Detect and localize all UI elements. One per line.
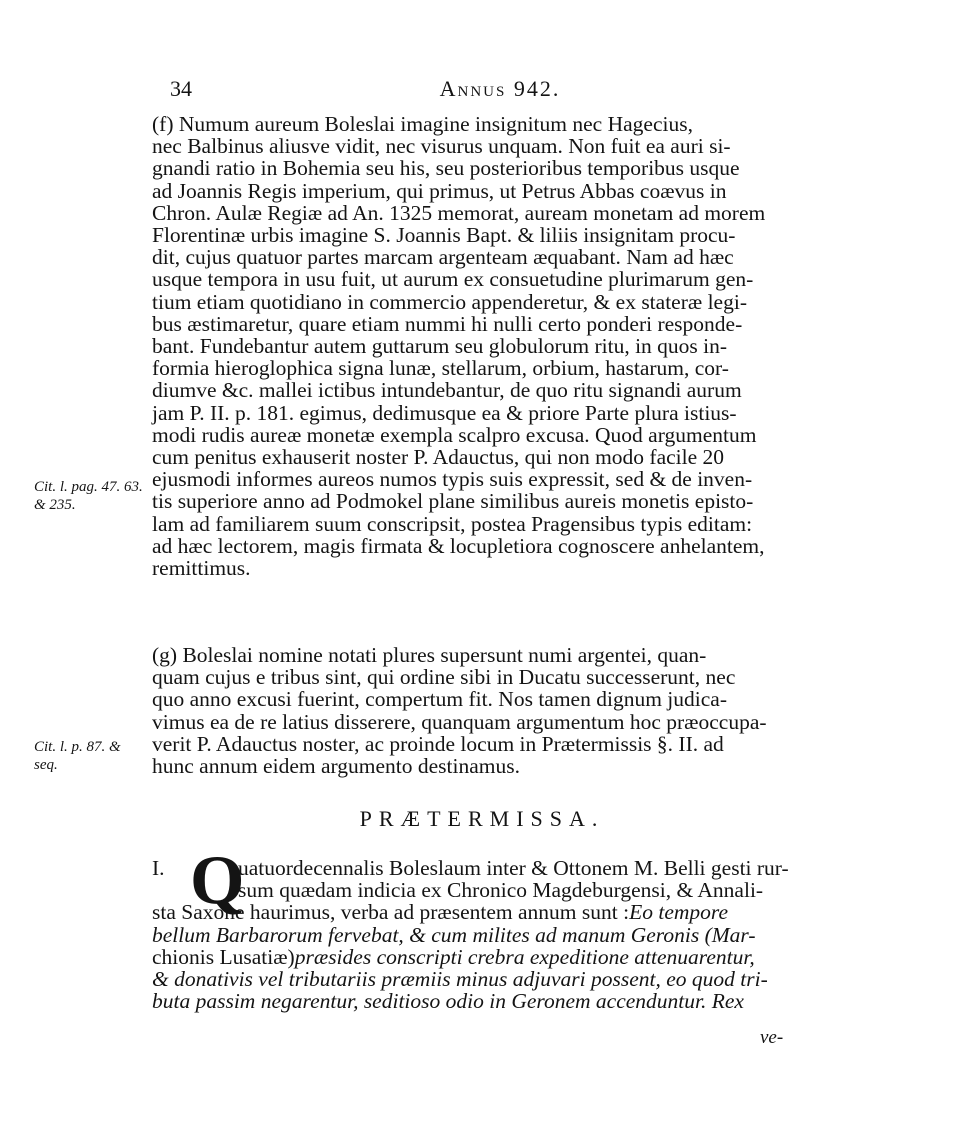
text-line: formia hieroglophica signa lunæ, stellarum, orbium, hastarum, cor- <box>152 356 729 381</box>
text-line: dit, cujus quatuor partes marcam argenteam æquabant. Nam ad hæc <box>152 245 734 270</box>
text-line: ad Joannis Regis imperium, qui primus, ut Petrus Abbas coævus in <box>152 178 727 203</box>
text-line: quam cujus e tribus sint, qui ordine sibi in Ducatu successerunt, nec <box>152 665 736 690</box>
text-line: usque tempora in usu fuit, ut aurum ex consuetudine plurimarum gen- <box>152 267 754 292</box>
text-line: modi rudis aureæ monetæ exempla scalpro excusa. Quod argumentum <box>152 422 757 447</box>
text-line: nec Balbinus aliusve vidit, nec visurus unquam. Non fuit ea auri si- <box>152 134 731 159</box>
text-line: (f) Numum aureum Boleslai imagine insignitum nec Hagecius, <box>152 112 693 136</box>
section-title: PRÆTERMISSA. <box>359 806 605 831</box>
italic-run: bellum Barbarorum fervebat, & cum milites ad manum Geronis (Mar- <box>152 922 756 947</box>
text-line <box>152 901 812 923</box>
text-line: bus æstimaretur, quare etiam nummi hi nulli certo ponderi responde- <box>152 311 743 336</box>
roman-numeral: I. <box>152 856 165 880</box>
text-line: ejusmodi informes aureos numos typis suis expressit, sed & de inven- <box>152 467 753 492</box>
text-line: Florentinæ urbis imagine S. Joannis Bapt. & liliis insignitam procu- <box>152 223 736 247</box>
text-line: diumve &c. mallei ictibus intundebantur, de quo ritu signandi aurum <box>152 378 742 403</box>
text-line: (g) Boleslai nomine notati plures supersunt numi argentei, quan- <box>152 643 707 667</box>
text-line: Chron. Aulæ Regiæ ad An. 1325 memorat, auream monetam ad morem <box>152 200 766 225</box>
text-run: sta Saxone haurimus, verba ad præsentem annum sunt : <box>152 900 630 925</box>
text-line: uatuordecennalis Boleslaum inter & Ottonem M. Belli gesti rur- <box>238 856 789 880</box>
italic-run: Eo tempore <box>629 900 729 925</box>
text-line: ad hæc lectorem, magis firmata & locupletiora cognoscere anhelantem, <box>152 533 765 558</box>
text-line: tis superiore anno ad Podmokel plane similibus aureis monetis episto- <box>152 489 754 514</box>
text-line: bant. Fundebantur autem guttarum seu globulorum ritu, in quos in- <box>152 334 728 358</box>
text-line: remittimus. <box>152 556 251 580</box>
running-head: Annus 942. <box>439 76 561 101</box>
text-line: lam ad familiarem suum conscripsit, postea Pragensibus typis editam: <box>152 511 753 536</box>
text-line: vimus ea de re latius disserere, quanquam argumentum hoc præoccupa- <box>152 709 767 734</box>
text-line <box>152 946 812 968</box>
margin-note-citation: Cit. l. p. 87. & seq. <box>34 739 121 773</box>
text-line: sum quædam indicia ex Chronico Magdeburgensi, & Annali- <box>238 878 764 903</box>
text-line: cum penitus exhauserit noster P. Adauctus, qui non modo facile 20 <box>152 445 725 469</box>
text-line: quo anno excusi fuerint, compertum fit. Nos tamen dignum judica- <box>152 687 727 712</box>
drop-cap: Q <box>190 842 245 919</box>
text-line: verit P. Adauctus noster, ac proinde locum in Prætermissis §. II. ad <box>152 731 724 756</box>
text-line: tium etiam quotidiano in commercio appenderetur, & ex stateræ legi- <box>152 289 747 314</box>
text-line: buta passim negarentur, seditioso odio in Geronem accenduntur. Rex <box>152 989 744 1014</box>
catchword: ve- <box>760 1027 784 1048</box>
page-number: 34 <box>170 76 192 101</box>
text-line <box>152 924 812 946</box>
margin-note-citation: Cit. l. pag. 47. 63. & 235. <box>34 479 143 513</box>
text-line: hunc annum eidem argumento destinamus. <box>152 754 521 778</box>
text-line: & donativis vel tributariis præmiis minus adjuvari possent, eo quod tri- <box>152 967 768 991</box>
text-line: jam P. II. p. 181. egimus, dedimusque ea & priore Parte plura istius- <box>152 400 737 425</box>
page-header <box>170 72 830 112</box>
text-line: gnandi ratio in Bohemia seu his, seu posterioribus temporibus usque <box>152 156 740 181</box>
italic-run: præsides conscripti crebra expeditione attenuarentur, <box>294 944 755 969</box>
text-run: chionis Lusatiæ) <box>152 944 295 969</box>
